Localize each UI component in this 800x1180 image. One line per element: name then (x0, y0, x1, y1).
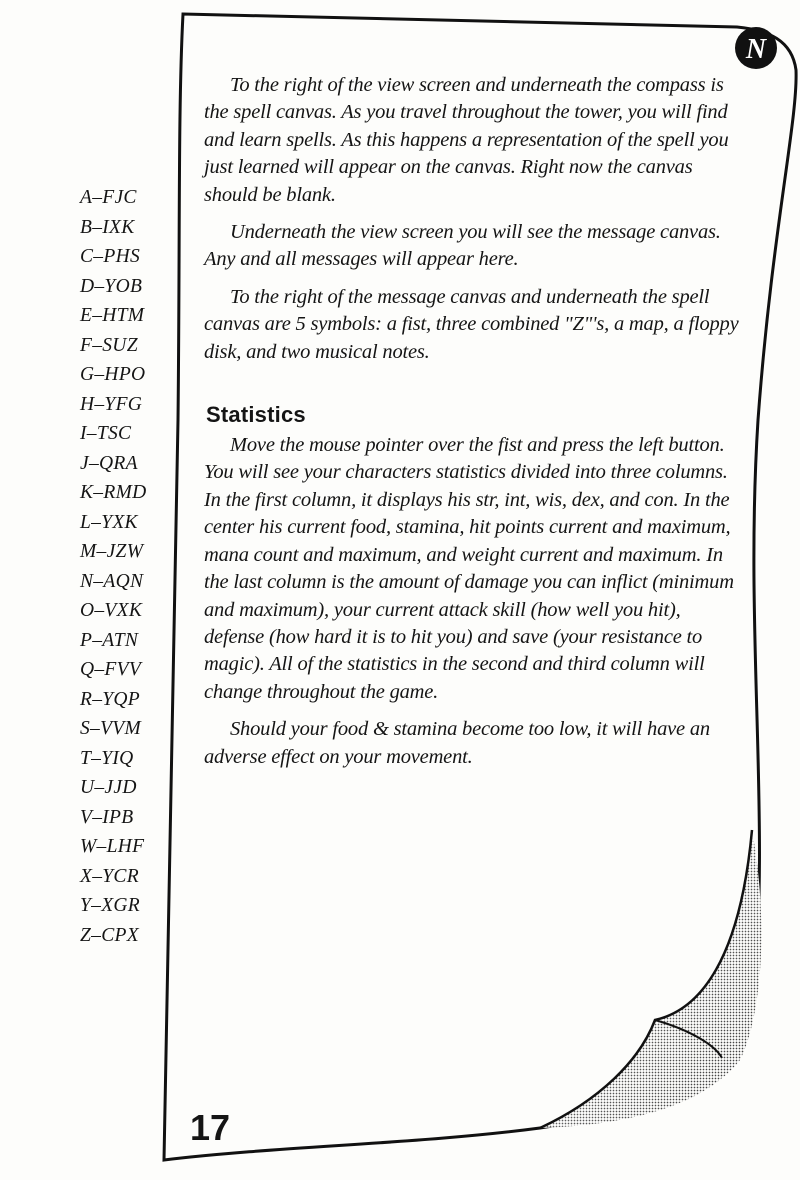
statistics-section (204, 432, 739, 771)
code-item: L–YXK (80, 511, 138, 533)
code-item: F–SUZ (80, 334, 138, 356)
code-item: T–YIQ (80, 747, 134, 769)
code-item: I–TSC (80, 423, 132, 444)
logo-letter: N (745, 34, 767, 65)
paragraph-statistics: Move the mouse pointer over the fist and press the left button. You will see your characters statistics divided into three columns. In the first column, it displays his str, int, wis, dex, and con. In the center his current food, stamina, hit points current and maximum, mana count and maximum, and weight current and maximum. In the last column is the amount of damage you can inflict (minimum and maximum), your current attack skill (how well you hit), defense (how hard it is to hit you) and save (your resistance to magic). All of the statistics in the second and third column will change throughout the game. (204, 434, 734, 703)
code-item: V–IPB (80, 806, 134, 828)
page-curl-highlight (540, 830, 761, 1128)
intro-section (204, 72, 739, 366)
code-item: Q–FVV (80, 659, 142, 680)
paragraph-message-canvas: Underneath the view screen you will see the message canvas. Any and all messages will appear here. (204, 221, 721, 271)
code-item: R–YQP (80, 688, 140, 710)
code-item: U–JJD (80, 777, 137, 798)
code-item: S–VVM (80, 718, 142, 739)
page-number: 17 (190, 1107, 231, 1148)
code-item: M–JZW (80, 541, 144, 562)
code-item: N–AQN (80, 570, 144, 592)
code-item: P–ATN (80, 629, 139, 651)
paragraph-symbols: To the right of the message canvas and underneath the spell canvas are 5 symbols: a fist, three combined "Z"'s, a map, a floppy disk, and two musical notes. (204, 285, 739, 363)
code-item: X–YCR (80, 865, 139, 887)
code-item: Y–XGR (80, 895, 140, 916)
page-content (204, 72, 739, 771)
section-heading-statistics: Statistics (206, 402, 306, 428)
code-item: K–RMD (80, 482, 147, 503)
code-item: E–HTM (80, 305, 145, 326)
code-item: O–VXK (80, 600, 143, 621)
code-item: H–YFG (80, 393, 143, 415)
code-item: G–HPO (80, 364, 146, 385)
code-item: D–YOB (80, 275, 143, 297)
code-item: J–QRA (80, 452, 138, 474)
code-item: W–LHF (80, 836, 145, 857)
paragraph-spell-canvas: To the right of the view screen and underneath the compass is the spell canvas. As you travel throughout the tower, you will find and learn spells. As this happens a representation of the spell you just learned will appear on the canvas. Right now the canvas should be blank. (204, 74, 729, 206)
code-item: Z–CPX (80, 924, 139, 946)
code-item: B–IXK (80, 216, 135, 238)
code-item: C–PHS (80, 246, 140, 267)
logo-badge (735, 27, 777, 69)
code-item: A–FJC (80, 187, 137, 208)
code-list (80, 183, 147, 950)
paragraph-food-stamina: Should your food & stamina become too low, it will have an adverse effect on your movement. (204, 718, 710, 768)
